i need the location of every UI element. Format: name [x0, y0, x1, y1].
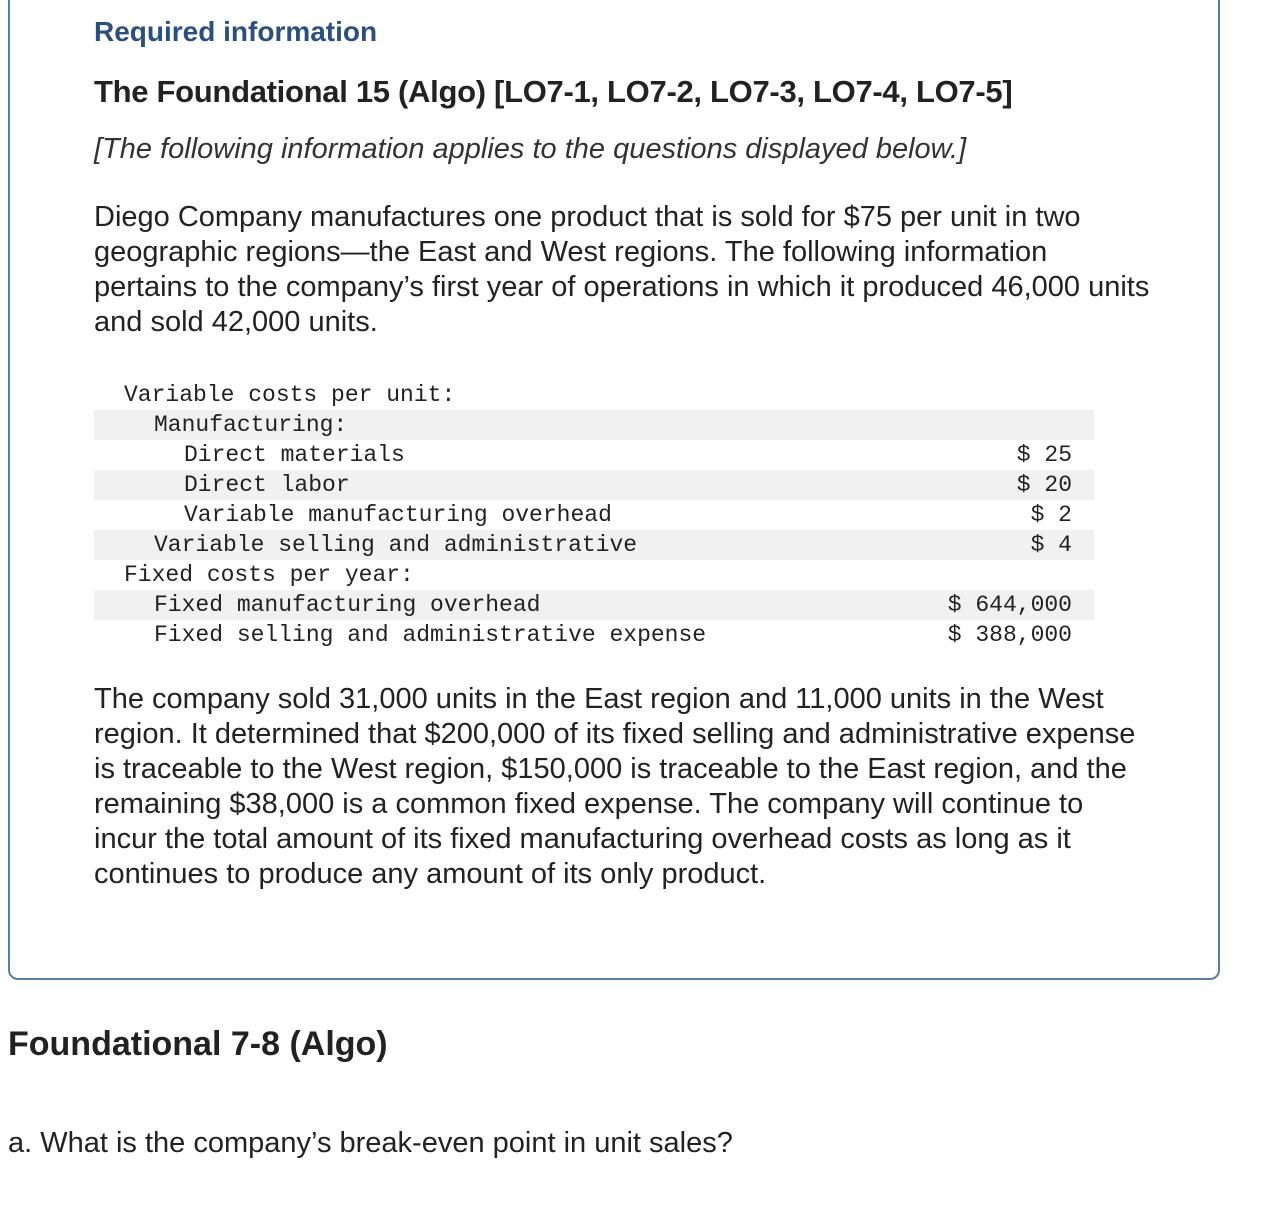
regions-paragraph: The company sold 31,000 units in the East region and 11,000 units in the West region. It determined that $200,000 of its fixed selling and administrative expense is traceable to the West region, $150,000 is traceable to the East region, and the remaining $38,000 is a common fixed expense. The company will continue to incur the total amount of its fixed manufacturing overhead costs as long as it continues to produce any amount of its only product.: [94, 683, 1136, 890]
cost-label: Variable costs per unit:: [124, 382, 456, 408]
cost-label: Direct materials: [184, 442, 405, 468]
cost-row: [94, 380, 1094, 410]
cost-value: $ 20: [1016, 472, 1072, 498]
cost-row: [94, 500, 1094, 530]
cost-label: Fixed costs per year:: [124, 562, 414, 588]
cost-label: Fixed manufacturing overhead: [154, 592, 541, 618]
cost-value: $ 2: [1030, 502, 1072, 528]
cost-value: $ 388,000: [947, 622, 1072, 648]
cost-label: Manufacturing:: [154, 412, 348, 438]
required-information-label: Required information: [94, 16, 378, 47]
cost-row: [94, 590, 1094, 620]
cost-table: [94, 380, 1094, 650]
applies-note: [The following information applies to the questions displayed below.]: [94, 133, 967, 165]
cost-row: [94, 440, 1094, 470]
cost-row: [94, 530, 1094, 560]
cost-value: $ 644,000: [947, 592, 1072, 618]
cost-label: Variable manufacturing overhead: [184, 502, 612, 528]
cost-label: Direct labor: [184, 472, 350, 498]
question-text: a. What is the company’s break-even point in unit sales?: [8, 1127, 733, 1159]
cost-row: [94, 560, 1094, 590]
cost-value: $ 4: [1030, 532, 1072, 558]
cost-label: Fixed selling and administrative expense: [154, 622, 707, 648]
cost-row: [94, 470, 1094, 500]
cost-label: Variable selling and administrative: [154, 532, 638, 558]
cost-row: [94, 620, 1094, 650]
cost-row: [94, 410, 1094, 440]
cost-value: $ 25: [1016, 442, 1072, 468]
intro-paragraph: Diego Company manufactures one product that is sold for $75 per unit in two geographic regions—the East and West regions. The following information pertains to the company’s first year of operations in which it produced 46,000 units and sold 42,000 units.: [94, 201, 1150, 338]
problem-title: The Foundational 15 (Algo) [LO7-1, LO7-2, LO7-3, LO7-4, LO7-5]: [94, 74, 1013, 109]
question-heading: Foundational 7-8 (Algo): [8, 1025, 388, 1063]
